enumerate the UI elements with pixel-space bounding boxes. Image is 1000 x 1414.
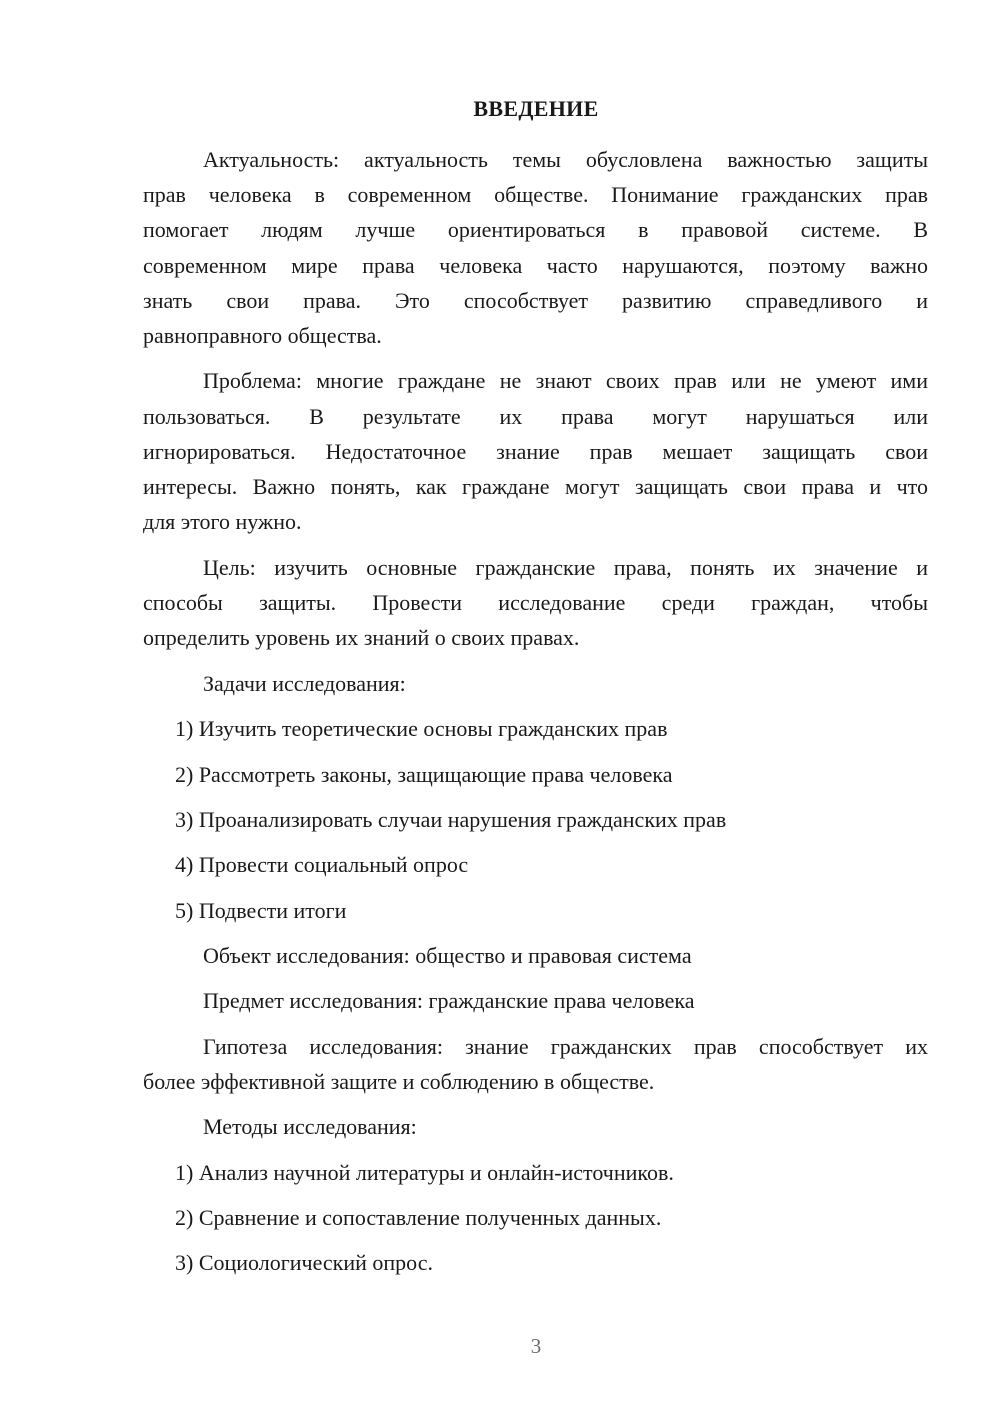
relevance-line: Актуальность: актуальность темы обусловлена важностью защиты	[203, 147, 928, 172]
relevance-line: помогает людям лучше ориентироваться в правовой системе. В	[143, 217, 928, 242]
page-number: 3	[530, 1334, 542, 1358]
task-item: 4) Провести социальный опрос	[175, 852, 469, 877]
problem-line: интересы. Важно понять, как граждане могут защищать свои права и что	[143, 474, 928, 499]
goal-line: Цель: изучить основные гражданские права, понять их значение и	[203, 555, 928, 580]
methods-heading: Методы исследования:	[203, 1114, 417, 1139]
task-item: 3) Проанализировать случаи нарушения гражданских прав	[175, 807, 727, 832]
method-item: 2) Сравнение и сопоставление полученных данных.	[175, 1205, 662, 1230]
relevance-line: знать свои права. Это способствует развитию справедливого и	[143, 288, 928, 313]
hypothesis-line: более эффективной защите и соблюдению в обществе.	[143, 1069, 655, 1094]
goal-line: определить уровень их знаний о своих правах.	[143, 625, 580, 650]
problem-line: для этого нужно.	[143, 509, 302, 534]
task-item: 5) Подвести итоги	[175, 898, 347, 923]
hypothesis-line: Гипотеза исследования: знание гражданских прав способствует их	[203, 1034, 928, 1059]
problem-line: Проблема: многие граждане не знают своих прав или не умеют ими	[203, 368, 928, 393]
task-item: 2) Рассмотреть законы, защищающие права человека	[175, 762, 673, 787]
relevance-line: современном мире права человека часто нарушаются, поэтому важно	[143, 253, 928, 278]
page-title: ВВЕДЕНИЕ	[473, 96, 599, 121]
problem-line: игнорироваться. Недостаточное знание прав мешает защищать свои	[143, 439, 928, 464]
tasks-heading: Задачи исследования:	[203, 671, 406, 696]
task-item: 1) Изучить теоретические основы гражданских прав	[175, 716, 668, 741]
problem-line: пользоваться. В результате их права могут нарушаться или	[143, 404, 928, 429]
method-item: 1) Анализ научной литературы и онлайн-источников.	[175, 1160, 674, 1185]
goal-line: способы защиты. Провести исследование среди граждан, чтобы	[143, 590, 928, 615]
relevance-line: прав человека в современном обществе. Понимание гражданских прав	[143, 182, 928, 207]
research-subject: Предмет исследования: гражданские права человека	[203, 988, 695, 1013]
research-object: Объект исследования: общество и правовая система	[203, 943, 692, 968]
relevance-line: равноправного общества.	[143, 323, 382, 348]
method-item: 3) Социологический опрос.	[175, 1250, 433, 1275]
